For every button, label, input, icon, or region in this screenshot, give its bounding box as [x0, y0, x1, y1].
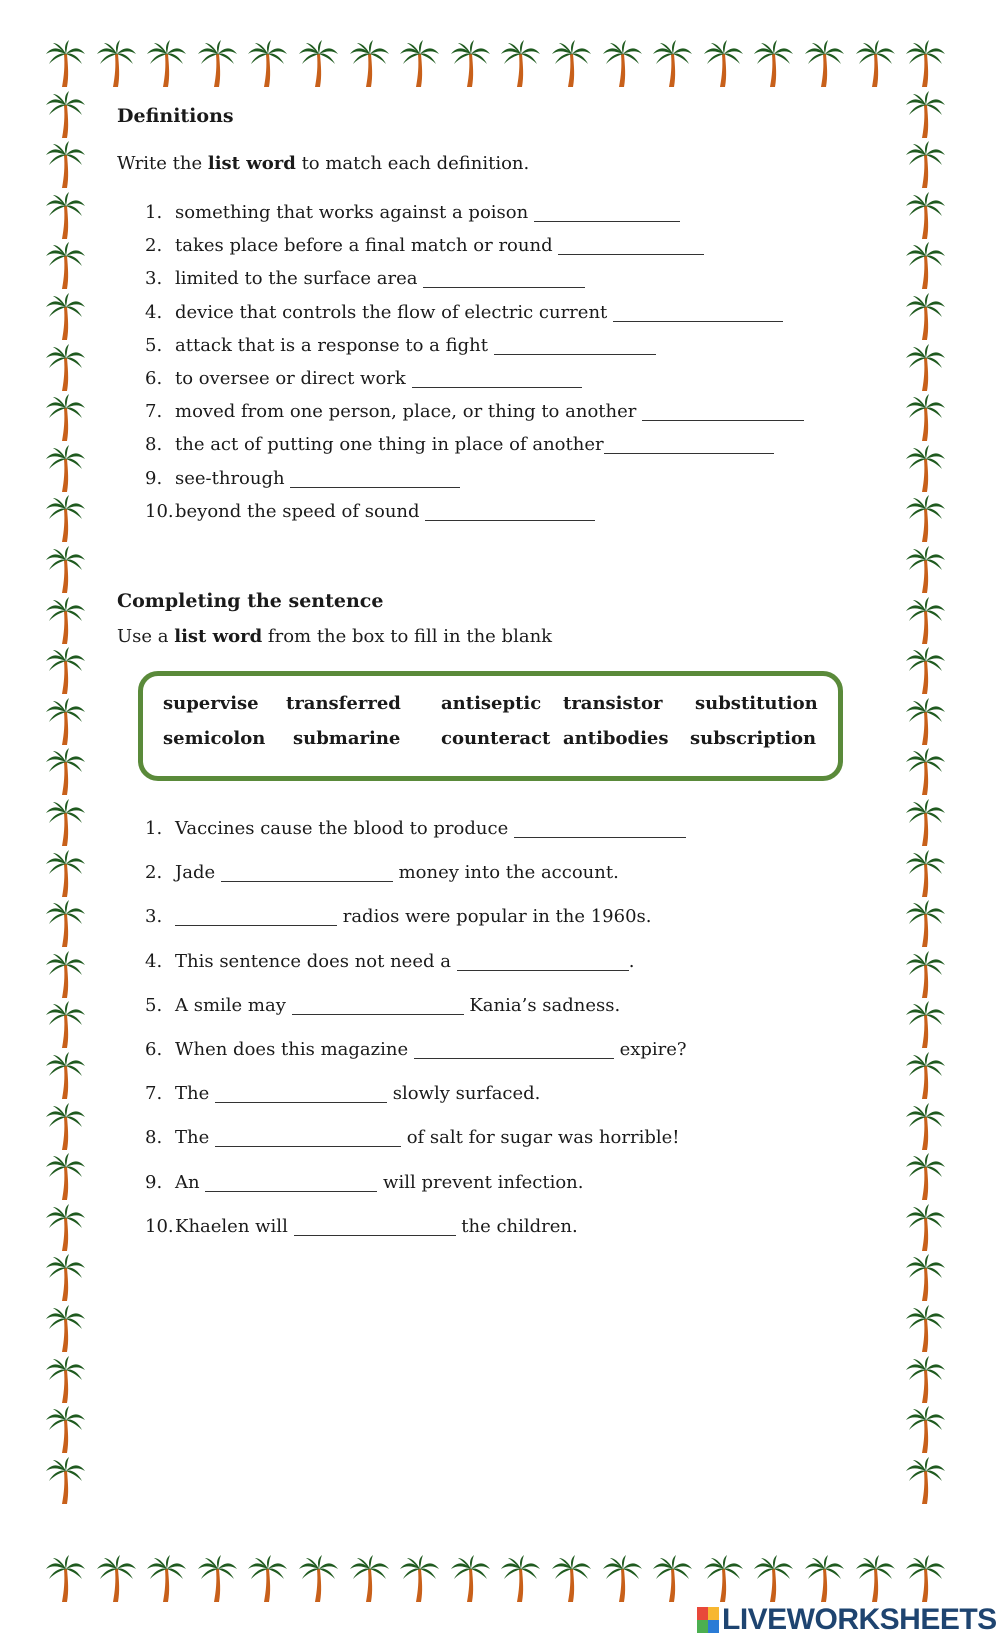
palm-tree-icon	[904, 344, 946, 392]
palm-tree-icon	[44, 1204, 86, 1252]
palm-tree-icon	[44, 495, 86, 543]
list-item: 4. device that controls the flow of electric current	[117, 296, 887, 329]
palm-tree-icon	[145, 1555, 187, 1603]
word-box-item: substitution	[695, 693, 818, 714]
palm-tree-icon	[44, 1153, 86, 1201]
answer-blank[interactable]	[558, 234, 704, 255]
word-box-item: semicolon	[163, 728, 266, 749]
answer-blank[interactable]	[221, 861, 393, 882]
list-item: 6. When does this magazine expire?	[145, 1038, 687, 1060]
answer-blank[interactable]	[613, 301, 783, 322]
word-box-item: submarine	[293, 728, 401, 749]
palm-tree-icon	[904, 1001, 946, 1049]
answer-blank[interactable]	[414, 1038, 614, 1059]
palm-tree-icon	[904, 242, 946, 290]
palm-tree-icon	[44, 394, 86, 442]
word-box-item: counteract	[441, 728, 551, 749]
palm-tree-icon	[601, 40, 643, 88]
palm-tree-icon	[904, 647, 946, 695]
answer-blank[interactable]	[534, 201, 680, 222]
palm-tree-icon	[44, 1406, 86, 1454]
palm-tree-icon	[398, 40, 440, 88]
list-item: 10. Khaelen will the children.	[145, 1215, 578, 1237]
palm-tree-icon	[854, 1555, 896, 1603]
list-item: 2. Jade money into the account.	[145, 862, 619, 884]
palm-tree-icon	[449, 40, 491, 88]
answer-blank[interactable]	[425, 500, 595, 521]
palm-tree-icon	[904, 141, 946, 189]
palm-tree-icon	[752, 40, 794, 88]
sentences-list	[117, 807, 887, 1249]
list-item: 1. Vaccines cause the blood to produce	[117, 807, 887, 851]
palm-tree-icon	[904, 40, 946, 88]
list-item: 8. the act of putting one thing in place of another	[117, 428, 887, 461]
answer-blank[interactable]	[290, 467, 460, 488]
worksheet-content	[117, 105, 887, 647]
word-box-item: transistor	[563, 693, 663, 714]
palm-tree-icon	[904, 1103, 946, 1151]
answer-blank[interactable]	[514, 817, 686, 838]
palm-tree-icon	[651, 40, 693, 88]
palm-tree-icon	[752, 1555, 794, 1603]
palm-tree-icon	[904, 1457, 946, 1505]
logo-badge-icon	[697, 1607, 719, 1633]
palm-tree-icon	[904, 91, 946, 139]
word-box-item: subscription	[690, 728, 817, 749]
palm-tree-icon	[854, 40, 896, 88]
palm-tree-icon	[44, 1052, 86, 1100]
palm-tree-icon	[499, 1555, 541, 1603]
palm-tree-icon	[499, 40, 541, 88]
palm-tree-icon	[44, 40, 86, 88]
palm-tree-icon	[44, 91, 86, 139]
completing-instruction: Use a list word from the box to fill in the blank	[117, 625, 553, 647]
palm-tree-icon	[297, 1555, 339, 1603]
word-box-item: transferred	[286, 693, 401, 714]
palm-tree-icon	[348, 1555, 390, 1603]
palm-tree-icon	[246, 40, 288, 88]
list-item: 8. The of salt for sugar was horrible!	[145, 1127, 680, 1149]
palm-tree-icon	[44, 445, 86, 493]
answer-blank[interactable]	[642, 400, 804, 421]
palm-tree-icon	[44, 1254, 86, 1302]
list-item: 3. radios were popular in the 1960s.	[145, 906, 652, 928]
definitions-list	[117, 196, 887, 528]
palm-tree-icon	[702, 40, 744, 88]
palm-tree-icon	[803, 1555, 845, 1603]
palm-tree-icon	[44, 748, 86, 796]
palm-tree-icon	[44, 293, 86, 341]
palm-tree-icon	[44, 1305, 86, 1353]
palm-tree-icon	[904, 1204, 946, 1252]
palm-tree-icon	[44, 1457, 86, 1505]
palm-tree-icon	[398, 1555, 440, 1603]
list-item: 6. to oversee or direct work	[117, 362, 887, 395]
answer-blank[interactable]	[215, 1082, 387, 1103]
answer-blank[interactable]	[412, 367, 582, 388]
palm-tree-icon	[297, 40, 339, 88]
palm-tree-icon	[196, 40, 238, 88]
answer-blank[interactable]	[205, 1171, 377, 1192]
palm-tree-icon	[904, 192, 946, 240]
palm-tree-icon	[44, 951, 86, 999]
palm-tree-icon	[44, 242, 86, 290]
list-item: 1. something that works against a poison	[117, 196, 887, 229]
palm-tree-icon	[702, 1555, 744, 1603]
answer-blank[interactable]	[457, 950, 629, 971]
palm-tree-icon	[803, 40, 845, 88]
palm-tree-icon	[904, 445, 946, 493]
palm-tree-icon	[550, 1555, 592, 1603]
palm-tree-icon	[44, 192, 86, 240]
section-title-definitions: Definitions	[117, 105, 234, 127]
word-box	[138, 671, 843, 781]
palm-tree-icon	[449, 1555, 491, 1603]
palm-tree-icon	[904, 799, 946, 847]
palm-tree-icon	[904, 900, 946, 948]
palm-tree-icon	[904, 597, 946, 645]
palm-tree-icon	[95, 40, 137, 88]
palm-tree-icon	[246, 1555, 288, 1603]
palm-tree-icon	[904, 293, 946, 341]
answer-blank[interactable]	[494, 334, 656, 355]
list-item: 7. moved from one person, place, or thing to another	[117, 395, 887, 428]
list-item: 3. limited to the surface area	[117, 262, 887, 295]
palm-tree-icon	[601, 1555, 643, 1603]
logo-text: LIVEWORKSHEETS	[722, 1603, 997, 1636]
palm-tree-icon	[44, 647, 86, 695]
palm-tree-icon	[904, 1153, 946, 1201]
word-box-item: antiseptic	[441, 693, 542, 714]
palm-tree-icon	[44, 546, 86, 594]
palm-tree-icon	[550, 40, 592, 88]
palm-tree-icon	[904, 1555, 946, 1603]
list-item: 4. This sentence does not need a .	[145, 950, 635, 972]
palm-tree-icon	[44, 1001, 86, 1049]
palm-tree-icon	[904, 394, 946, 442]
liveworksheets-logo	[697, 1603, 997, 1637]
palm-tree-icon	[904, 495, 946, 543]
palm-tree-icon	[44, 698, 86, 746]
word-box-item: supervise	[163, 693, 259, 714]
palm-tree-icon	[44, 1555, 86, 1603]
palm-tree-icon	[651, 1555, 693, 1603]
palm-tree-icon	[44, 1356, 86, 1404]
list-item: 5. A smile may Kania’s sadness.	[145, 994, 621, 1016]
list-item: 10. beyond the speed of sound	[117, 495, 887, 528]
palm-tree-icon	[904, 1052, 946, 1100]
answer-blank[interactable]	[175, 905, 337, 926]
palm-tree-icon	[904, 1356, 946, 1404]
palm-tree-icon	[904, 850, 946, 898]
sentences-container	[117, 807, 887, 1249]
palm-tree-icon	[904, 1406, 946, 1454]
list-item: 7. The slowly surfaced.	[145, 1083, 541, 1105]
list-item: 5. attack that is a response to a fight	[117, 329, 887, 362]
answer-blank[interactable]	[292, 994, 464, 1015]
answer-blank[interactable]	[294, 1215, 456, 1236]
palm-tree-icon	[44, 900, 86, 948]
palm-tree-icon	[904, 951, 946, 999]
word-box-item: antibodies	[563, 728, 669, 749]
palm-tree-icon	[196, 1555, 238, 1603]
palm-tree-icon	[145, 40, 187, 88]
list-item: 9. An will prevent infection.	[145, 1171, 584, 1193]
palm-tree-icon	[44, 344, 86, 392]
palm-tree-icon	[348, 40, 390, 88]
palm-tree-icon	[904, 1254, 946, 1302]
palm-tree-icon	[44, 799, 86, 847]
palm-tree-icon	[904, 698, 946, 746]
answer-blank[interactable]	[215, 1126, 401, 1147]
palm-tree-icon	[95, 1555, 137, 1603]
section-title-completing: Completing the sentence	[117, 589, 384, 612]
list-item: 2. takes place before a final match or round	[117, 229, 887, 262]
answer-blank[interactable]	[423, 267, 585, 288]
palm-tree-icon	[44, 850, 86, 898]
palm-tree-icon	[44, 597, 86, 645]
palm-tree-icon	[904, 748, 946, 796]
answer-blank[interactable]	[604, 433, 774, 454]
list-item: 9. see-through	[117, 462, 887, 495]
palm-tree-icon	[904, 1305, 946, 1353]
palm-tree-icon	[44, 1103, 86, 1151]
palm-tree-icon	[44, 141, 86, 189]
definitions-instruction: Write the list word to match each definition.	[117, 153, 530, 174]
palm-tree-icon	[904, 546, 946, 594]
